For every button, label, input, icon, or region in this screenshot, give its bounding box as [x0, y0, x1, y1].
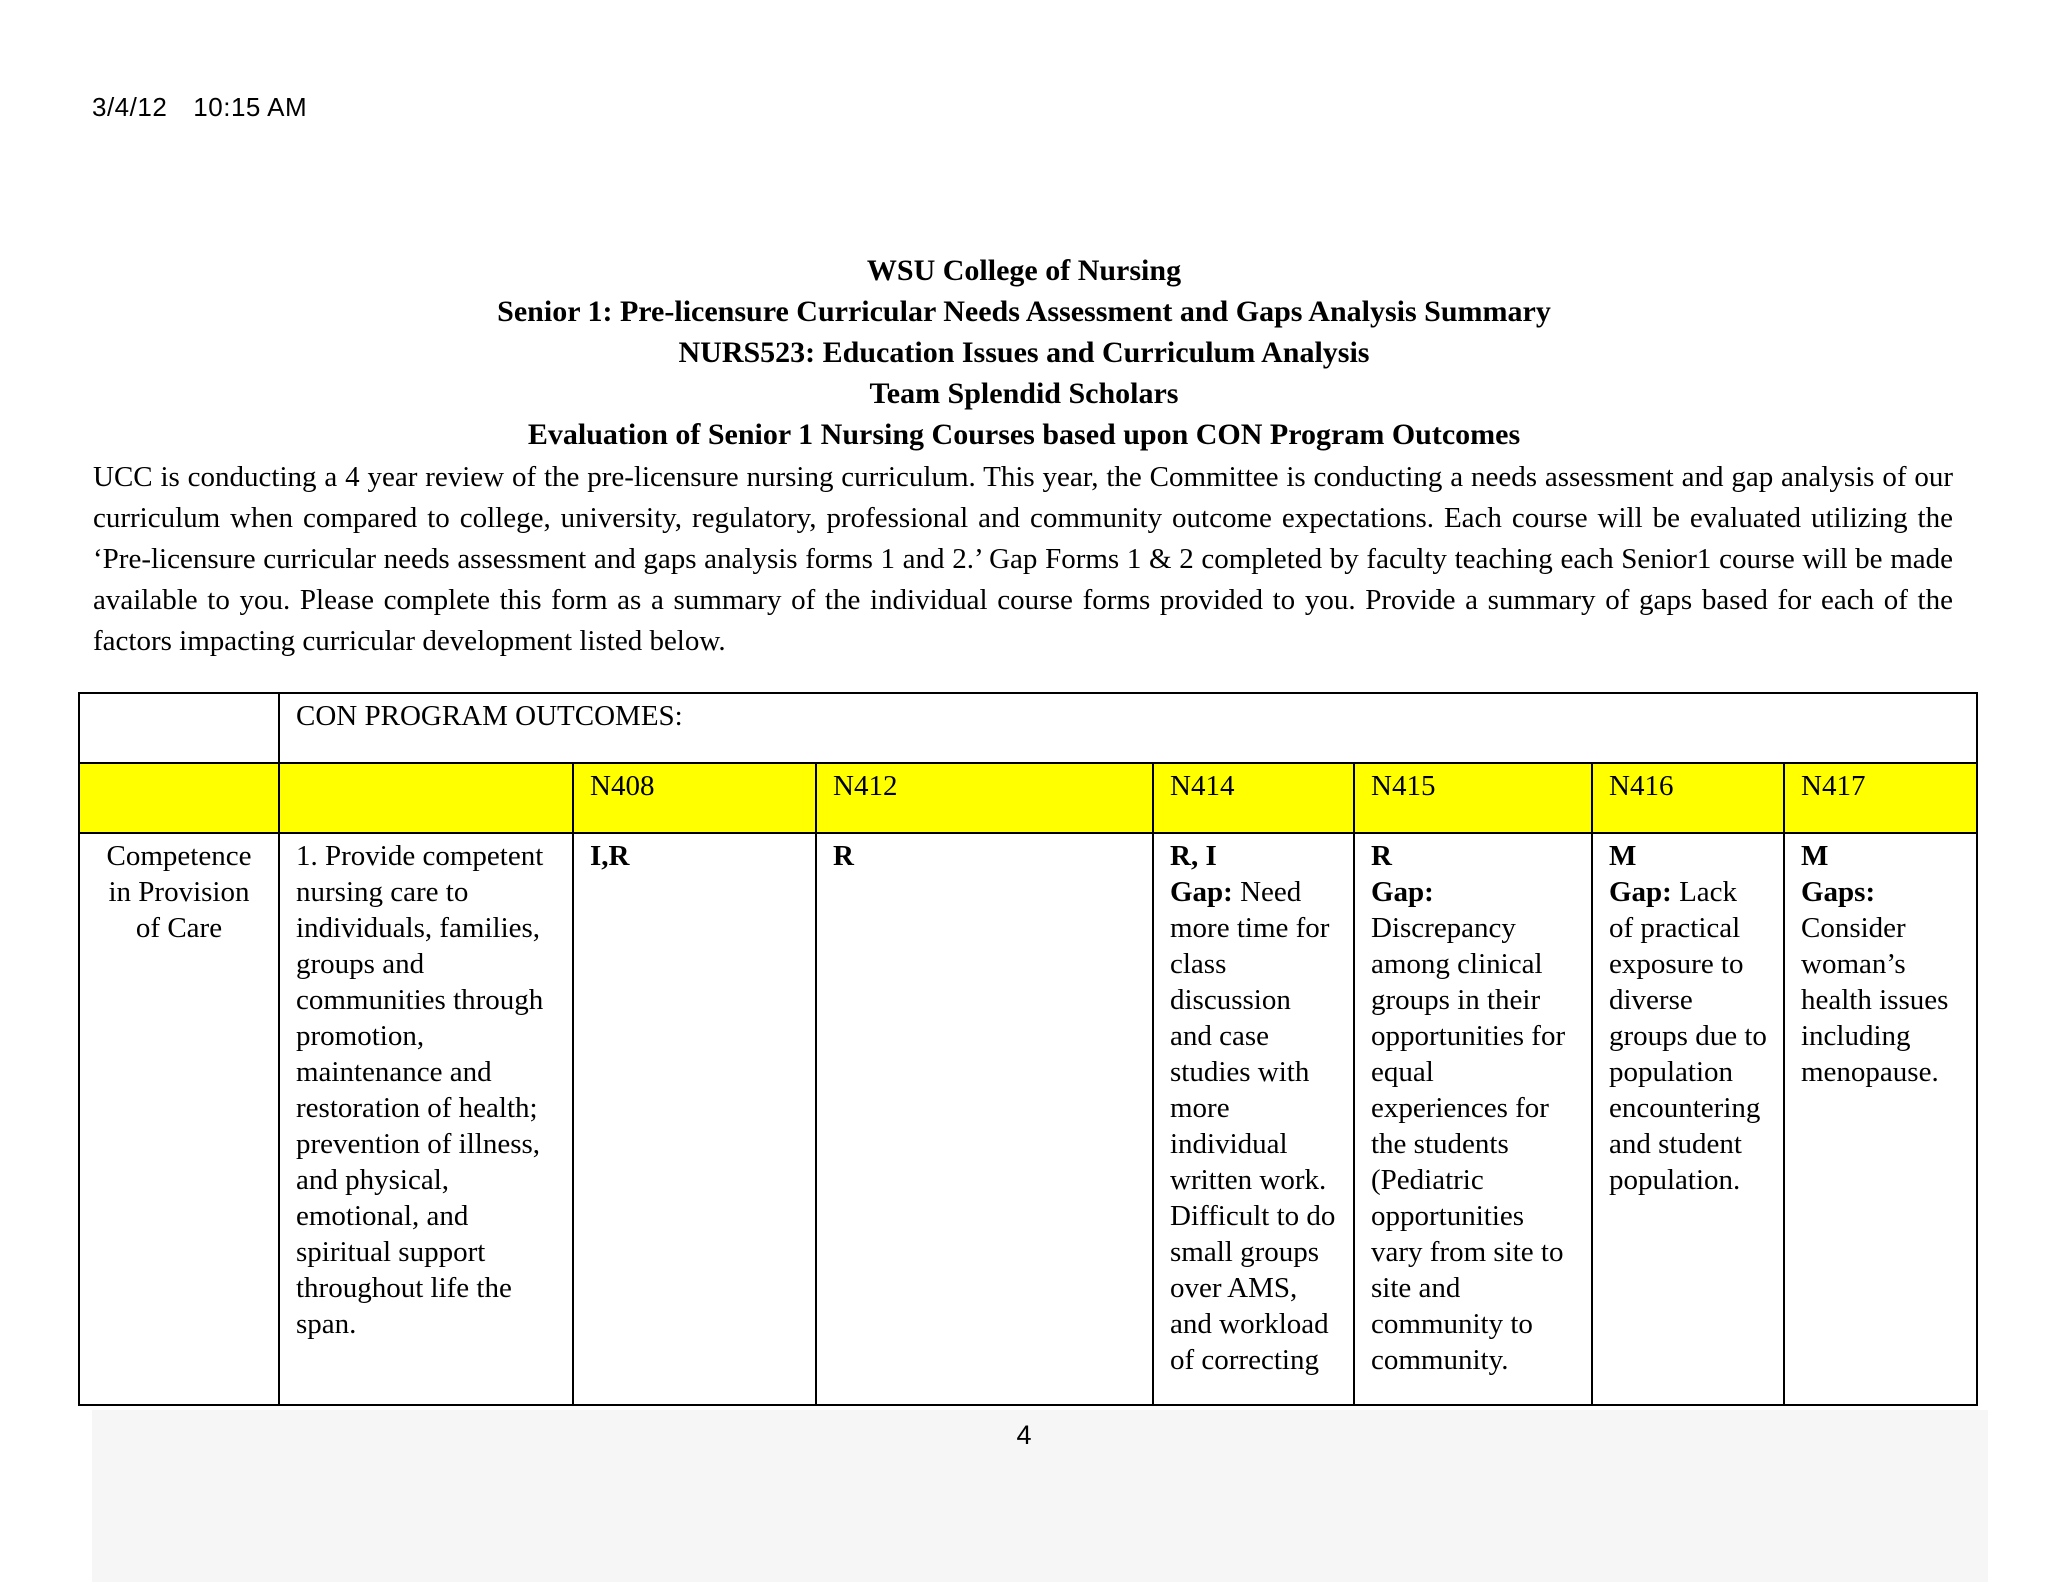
table-corner-cell	[79, 693, 279, 763]
intro-paragraph	[93, 457, 1953, 662]
n408-cell	[573, 833, 816, 1405]
n412-mark: R	[833, 840, 854, 872]
n417-cell	[1784, 833, 1977, 1405]
n412-cell	[816, 833, 1153, 1405]
course-header-blank-2	[279, 763, 573, 833]
course-header-n417: N417	[1784, 763, 1977, 833]
course-header-n416: N416	[1592, 763, 1784, 833]
gap-analysis-table	[78, 692, 1978, 1406]
n416-gap-label: Gap:	[1609, 876, 1672, 908]
n408-mark: I,R	[590, 840, 630, 872]
n414-cell	[1153, 833, 1354, 1405]
course-header-blank-1	[79, 763, 279, 833]
course-header-n414: N414	[1153, 763, 1354, 833]
n417-gap-label: Gaps:	[1801, 876, 1876, 908]
title-team: Team Splendid Scholars	[869, 377, 1179, 410]
document-titles	[0, 250, 2048, 455]
outcome-category-cell: Competence in Provision of Care	[79, 833, 279, 1405]
table-row	[79, 833, 1977, 1405]
n417-gap-text: Consider woman’s health issues including menopause.	[1801, 912, 1949, 1088]
n416-gap-text: Lack of practical exposure to diverse groups due to population encountering and student population.	[1609, 876, 1767, 1196]
program-outcomes-header: CON PROGRAM OUTCOMES:	[279, 693, 1977, 763]
course-header-n412: N412	[816, 763, 1153, 833]
course-header-n415: N415	[1354, 763, 1592, 833]
n414-gap-label: Gap:	[1170, 876, 1233, 908]
intro-text: UCC is conducting a 4 year review of the pre-licensure nursing curriculum. This year, the Committee is conducting a needs assessment and gap analysis of our curriculum when compared to college, university, regulatory, professional and community outcome expectations. Each course will be evaluated utilizing the ‘Pre-licensure curricular needs assessment and gaps analysis forms 1 and 2.’ Gap Forms 1 & 2 completed by faculty teaching each Senior1 course will be made available to you. Please complete this form as a summary of the individual course forms provided to you. Provide a summary of gaps based for each of the factors impacting curricular development listed below.	[93, 461, 1953, 657]
n415-gap-label: Gap:	[1371, 876, 1434, 908]
n414-mark: R, I	[1170, 840, 1217, 872]
title-course: NURS523: Education Issues and Curriculum Analysis	[678, 336, 1370, 369]
n417-mark: M	[1801, 840, 1829, 872]
title-evaluation: Evaluation of Senior 1 Nursing Courses based upon CON Program Outcomes	[527, 418, 1521, 451]
n416-cell	[1592, 833, 1784, 1405]
n414-gap-text: Need more time for class discussion and case studies with more individual written work. Difficult to do small groups over AMS, and workload of correcting	[1170, 876, 1336, 1376]
n415-cell	[1354, 833, 1592, 1405]
course-header-n408: N408	[573, 763, 816, 833]
title-institution: WSU College of Nursing	[866, 254, 1182, 287]
page-number: 4	[1016, 1420, 1032, 1450]
n415-gap-text: Discrepancy among clinical groups in their opportunities for equal experiences for the students (Pediatric opportunities vary from site to site and community to community.	[1371, 912, 1566, 1376]
print-timestamp	[92, 92, 333, 123]
n415-mark: R	[1371, 840, 1392, 872]
course-header-row	[79, 763, 1977, 833]
title-assessment: Senior 1: Pre-licensure Curricular Needs Assessment and Gaps Analysis Summary	[497, 295, 1551, 328]
print-date: 3/4/12	[92, 92, 168, 122]
n416-mark: M	[1609, 840, 1637, 872]
table-header-row	[79, 693, 1977, 763]
outcome-description-cell: 1. Provide competent nursing care to individuals, families, groups and communities through promotion, maintenance and restoration of health; prevention of illness, and physical, emotional, and spiritual support throughout life the span.	[279, 833, 573, 1405]
print-time: 10:15 AM	[193, 92, 308, 122]
